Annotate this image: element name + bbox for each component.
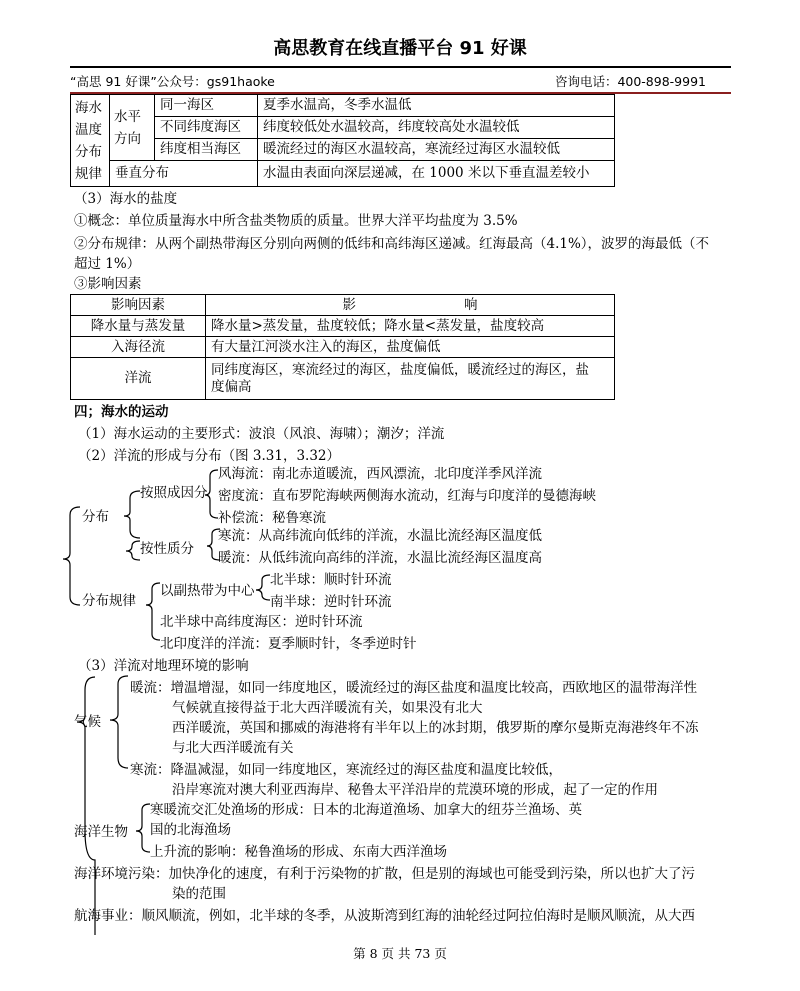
wind-current: 风海流：南北赤道暖流，西风漂流，北印度洋季风洋流 [218,466,542,482]
salinity-heading: （3）海水的盐度 [74,191,178,207]
influence-head: 影 响 [206,295,615,316]
marine-life-label: 海洋生物 [74,824,128,840]
southern-hemisphere-gyre: 南半球：逆时针环流 [270,594,392,610]
factor-desc-cont: 度偏高 [211,378,252,395]
salinity-distribution: ②分布规律：从两个副热带海区分别向两侧的低纬和高纬海区递减。红海最高（4.1%），波罗的海最低（不 [74,236,710,252]
distribution-label: 分布 [82,509,109,525]
cold-effect: 寒流：降温减湿，如同一纬度地区，寒流经过的海区盐度和温度比较低， [130,762,562,778]
northern-hemisphere-gyre: 北半球：顺时针环流 [270,572,392,588]
subtropic-label: 以副热带为中心 [160,583,255,599]
by-nature-label: 按性质分 [140,541,194,557]
pollution-effect-cont: 染的范围 [172,886,226,902]
warm-effect: 暖流：增温增湿，如同一纬度地区，暖流经过的海区盐度和温度比较高，西欧地区的温带海洋性 [130,680,697,696]
motion-title: 四；海水的运动 [74,404,169,420]
pollution-effect: 海洋环境污染：加快净化的速度，有利于污染物的扩散，但是别的海域也可能受到污染，所以也扩大了污 [74,866,695,882]
salinity-distribution-cont: 超过 1%） [74,256,141,272]
temp-vertical-label: 垂直分布 [110,161,258,187]
by-cause-label: 按照成因分 [140,485,208,501]
temp-area: 同一海区 [155,95,258,117]
temp-desc: 纬度较低处水温较高，纬度较高处水温较低 [258,117,615,139]
upwelling-effect: 上升流的影响：秘鲁渔场的形成、东南大西洋渔场 [150,844,447,860]
warm-current: 暖流：从低纬流向高纬的洋流，水温比流经海区温度高 [218,550,542,566]
factor-desc: 同纬度海区，寒流经过的海区，盐度偏低，暖流经过的海区，盐 [211,361,589,378]
cold-current: 寒流：从高纬流向低纬的洋流，水温比流经海区温度低 [218,528,542,544]
temp-horizontal-label: 水平方向 [110,95,155,161]
header-wechat: “高思 91 好课”公众号：gs91haoke [70,74,275,89]
north-indian-current: 北印度洋的洋流：夏季顺时针，冬季逆时针 [160,636,417,652]
distribution-rule-label: 分布规律 [82,593,136,609]
effects-heading: （3）洋流对地理环境的影响 [78,658,249,674]
factor-name: 降水量与蒸发量 [71,316,206,337]
fishery-formation-cont: 国的北海渔场 [150,822,231,838]
header-phone: 咨询电话：400-898-9991 [554,74,706,89]
factor-name: 入海径流 [71,337,206,358]
density-current: 密度流：直布罗陀海峡两侧海水流动，红海与印度洋的曼德海峡 [218,488,596,504]
temp-vertical-desc: 水温由表面向深层递减，在 1000 米以下垂直温差较小 [258,161,615,187]
factor-head: 影响因素 [71,295,206,316]
temp-area: 纬度相当海区 [155,139,258,161]
page-footer: 第 8 页 共 73 页 [353,946,447,961]
salinity-concept: ①概念：单位质量海水中所含盐类物质的质量。世界大洋平均盐度为 3.5% [74,213,518,229]
climate-label: 气候 [74,714,101,730]
temp-row-head: 海水温度分布规律 [71,95,110,187]
header-title: 高思教育在线直播平台 91 好课 [273,38,527,59]
factor-name: 洋流 [71,358,206,400]
warm-effect-cont: 气候就直接得益于北大西洋暖流有关，如果没有北大 [172,700,483,716]
salinity-factors-label: ③影响因素 [74,276,142,292]
fishery-formation: 寒暖流交汇处渔场的形成：日本的北海道渔场、加拿大的纽芬兰渔场、英 [150,802,582,818]
factor-desc: 有大量江河淡水注入的海区，盐度偏低 [206,337,615,358]
cold-effect-cont: 沿岸寒流对澳大利亚西海岸、秘鲁太平洋沿岸的荒漠环境的形成，起了一定的作用 [172,782,658,798]
temp-desc: 夏季水温高，冬季水温低 [258,95,615,117]
factor-desc: 降水量>蒸发量，盐度较低；降水量<蒸发量，盐度较高 [206,316,615,337]
temp-desc: 暖流经过的海区水温较高，寒流经过海区水温较低 [258,139,615,161]
compensation-current: 补偿流：秘鲁寒流 [218,510,326,526]
warm-effect-cont: 西洋暖流，英国和挪威的海港将有半年以上的冰封期，俄罗斯的摩尔曼斯克海港终年不冻 [172,720,699,736]
temp-area: 不同纬度海区 [155,117,258,139]
navigation-effect: 航海事业：顺风顺流，例如，北半球的冬季，从波斯湾到红海的油轮经过阿拉伯海时是顺风顺流，从大西 [74,908,695,924]
motion-forms: （1）海水运动的主要形式：波浪（风浪、海啸）；潮汐；洋流 [78,426,445,442]
warm-effect-cont: 与北大西洋暖流有关 [172,740,294,756]
high-latitude-gyre: 北半球中高纬度海区：逆时针环流 [160,614,363,630]
motion-formation: （2）洋流的形成与分布（图 3.31，3.32） [78,448,340,464]
